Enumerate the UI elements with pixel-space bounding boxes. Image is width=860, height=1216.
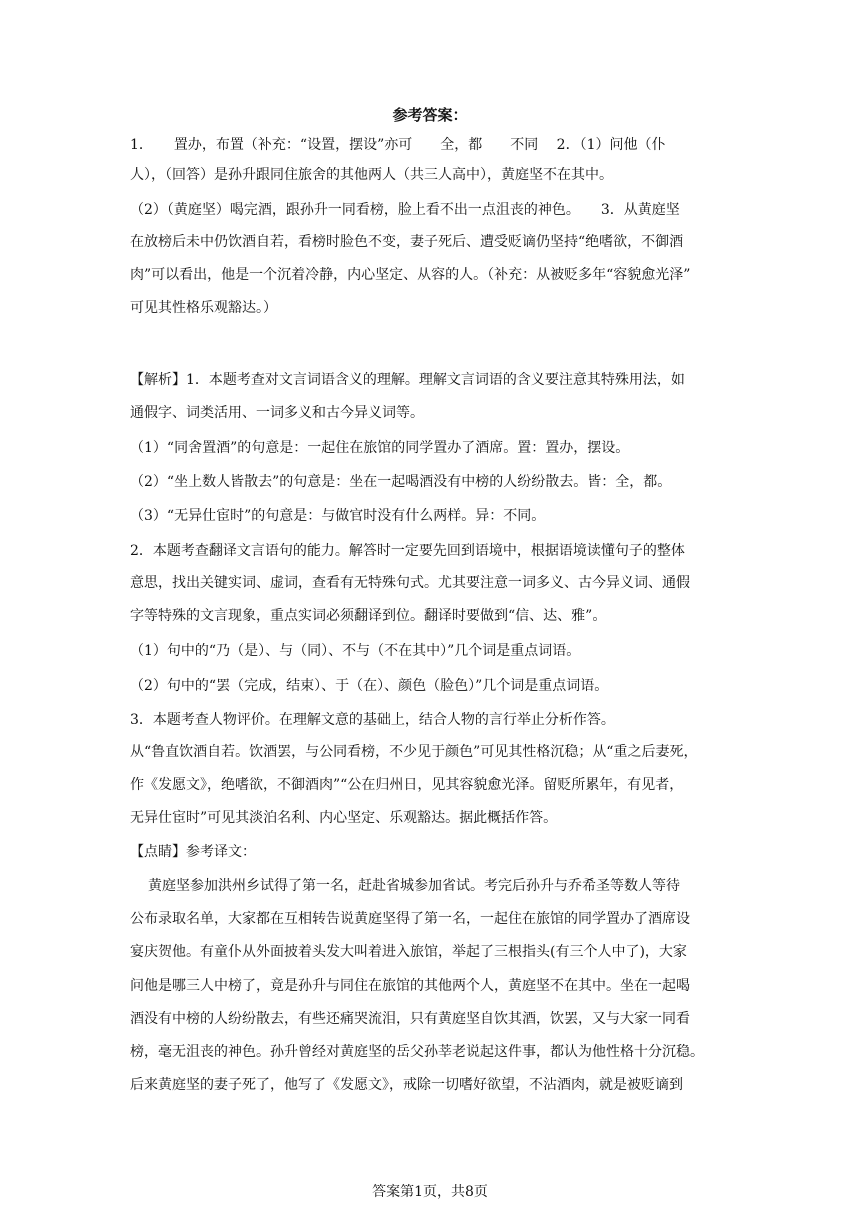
translation-line-1: 黄庭坚参加洪州乡试得了第一名，赶赴省城参加省试。考完后孙升与乔希圣等数人等待 [148,878,680,894]
analysis-line-13: 作《发愿文》，绝嗜欲，不御酒肉”“公在归州日，见其容貌愈光泽。留贬所累年，有见者， [130,777,684,793]
translation-line-3: 宴庆贺他。有童仆从外面披着头发大叫着进入旅馆，举起了三根指头(有三个人中了)，大家 [130,944,687,960]
translation-line-2: 公布录取名单，大家都在互相转告说黄庭坚得了第一名，一起住在旅馆的同学置办了酒席设 [130,911,690,927]
analysis-line-7: 意思，找出关键实词、虚词，查看有无特殊句式。尤其要注意一词多义、古今异义词、通假 [130,575,690,591]
answer-line-5: 肉”可以看出，他是一个沉着冷静，内心坚定、从容的人。（补充：从被贬多年“容貌愈光泽” [130,267,691,283]
analysis-line-14: 无异仕宦时”可见其淡泊名利、内心坚定、乐观豁达。据此概括作答。 [130,810,558,826]
analysis-line-1: 【解析】1．本题考查对文言词语含义的理解。理解文言词语的含义要注意其特殊用法，如 [130,372,685,388]
analysis-line-5: （3）“无异仕宦时”的句意是：与做官时没有什么两样。异：不同。 [130,508,546,524]
analysis-line-6: 2．本题考查翻译文言语句的能力。解答时一定要先回到语境中，根据语境读懂句子的整体 [130,543,685,559]
answer-line-6: 可见其性格乐观豁达。） [130,300,277,316]
translation-line-7: 后来黄庭坚的妻子死了，他写了《发愿文》，戒除一切嗜好欲望，不沾酒肉，就是被贬谪到 [130,1077,683,1093]
answer-line-4: 在放榜后未中仍饮酒自若，看榜时脸色不变，妻子死后、遭受贬谪仍坚持“绝嗜欲，不御酒 [130,234,684,250]
translation-line-4: 问他是哪三人中榜了，竟是孙升与同住在旅馆的其他两个人，黄庭坚不在其中。坐在一起喝 [130,978,690,994]
translation-line-6: 榜，毫无沮丧的神色。孙升曾经对黄庭坚的岳父孙莘老说起这件事，都认为他性格十分沉稳。 [130,1044,704,1060]
page-footer: 答案第1页，共8页 [372,1184,488,1200]
translation-line-5: 酒没有中榜的人纷纷散去，有些还痛哭流泪，只有黄庭坚自饮其酒，饮罢，又与大家一同看 [130,1011,690,1027]
analysis-line-2: 通假字、词类活用、一词多义和古今异义词等。 [130,405,424,421]
analysis-line-11: 3．本题考查人物评价。在理解文意的基础上，结合人物的言行举止分析作答。 [130,712,615,728]
analysis-line-10: （2）句中的“罢（完成，结束）、于（在）、颜色（脸色）”几个词是重点词语。 [130,678,609,694]
analysis-line-4: （2）“坐上数人皆散去”的句意是：坐在一起喝酒没有中榜的人纷纷散去。皆：全，都。 [130,474,672,490]
answer-line-2: 人），（回答）是孙升跟同住旅舍的其他两人（共三人高中），黄庭坚不在其中。 [130,167,613,183]
analysis-line-8: 字等特殊的文言现象，重点实词必须翻译到位。翻译时要做到“信、达、雅”。 [130,608,607,624]
page-title: 参考答案： [392,106,468,124]
answer-line-1: 1． 置办，布置（补充：“设置，摆设”亦可 全，都 不同 2．（1）问他（仆 [130,137,666,153]
translation-heading: 【点睛】参考译文： [130,844,256,860]
answer-line-3: （2）（黄庭坚）喝完酒，跟孙升一同看榜，脸上看不出一点沮丧的神色。 3．从黄庭坚 [130,202,680,218]
analysis-line-12: 从“鲁直饮酒自若。饮酒罢，与公同看榜，不少见于颜色”可见其性格沉稳；从“重之后妻死， [130,744,698,760]
analysis-line-9: （1）句中的“乃（是）、与（同）、不与（不在其中）”几个词是重点词语。 [130,643,581,659]
analysis-line-3: （1）“同舍置酒”的句意是：一起住在旅馆的同学置办了酒席。置：置办，摆设。 [130,440,630,456]
